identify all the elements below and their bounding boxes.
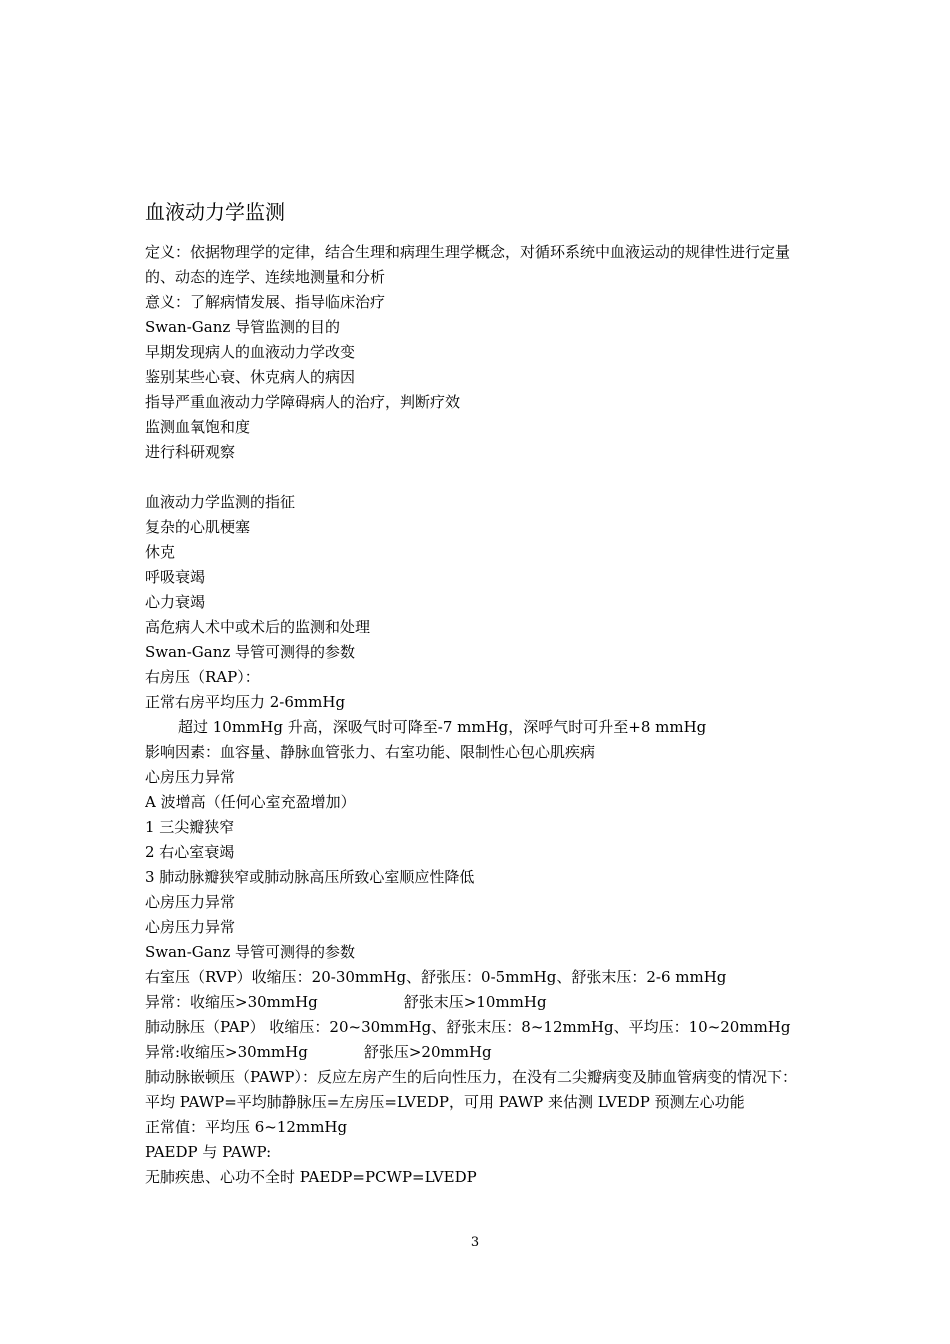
text-line: 无肺疾患、心功不全时 PAEDP=PCWP=LVEDP [145,1168,477,1186]
page-title: 血液动力学监测 [145,200,285,224]
text-line: PAEDP 与 PAWP: [145,1143,272,1161]
text-paragraph: 肺动脉嵌顿压（PAWP）：反应左房产生的后向性压力，在没有二尖瓣病变及肺血管病变的情况下： [145,1068,797,1086]
text-line [145,990,813,1015]
text-line: 复杂的心肌梗塞 [145,518,251,536]
text-line: 影响因素：血容量、静脉血管张力、右室功能、限制性心包心肌疾病 [145,743,596,761]
text-line: 超过 10mmHg 升高，深吸气时可降至-7 mmHg，深呼气时可升至+8 mmHg [178,718,707,736]
text-line: 肺动脉压（PAP） 收缩压：20~30mmHg、舒张末压：8~12mmHg、平均压：10~20mmHg [145,1018,791,1036]
text-line: A 波增高（任何心室充盈增加） [145,793,356,811]
text-line [145,1040,813,1065]
text-line: 心房压力异常 [145,918,236,936]
list-item: 3 肺动脉瓣狭窄或肺动脉高压所致心室顺应性降低 [145,868,475,886]
section-heading: Swan-Ganz 导管可测得的参数 [145,943,356,961]
section-heading: Swan-Ganz 导管可测得的参数 [145,643,356,661]
section-heading: Swan-Ganz 导管监测的目的 [145,318,341,336]
text-line: 心力衰竭 [145,593,206,611]
page-number: 3 [470,1235,480,1250]
text-line: 鉴别某些心衰、休克病人的病因 [145,368,356,386]
list-item: 1 三尖瓣狭窄 [145,818,235,836]
text-line: 呼吸衰竭 [145,568,206,586]
definition-paragraph: 定义：依据物理学的定律，结合生理和病理生理学概念，对循环系统中血液运动的规律性进行定量的、动态的连学、连续地测量和分析 [145,243,791,286]
list-item: 2 右心室衰竭 [145,843,235,861]
text-line: 早期发现病人的血液动力学改变 [145,343,356,361]
text-segment: 舒张压>20mmHg [363,1043,492,1061]
text-line: 休克 [145,543,176,561]
text-line: 心房压力异常 [145,893,236,911]
blank-line [145,465,813,490]
text-line: 右室压（RVP）收缩压：20-30mmHg、舒张压：0-5mmHg、舒张末压：2-6 mmHg [145,968,727,986]
text-segment: 舒张末压>10mmHg [403,993,547,1011]
text-line: 平均 PAWP=平均肺静脉压=左房压=LVEDP，可用 PAWP 来估测 LVEDP 预测左心功能 [145,1093,745,1111]
text-segment: 异常：收缩压>30mmHg [145,993,318,1011]
text-line: 进行科研观察 [145,443,236,461]
document-body [145,240,813,1190]
text-line: 正常值：平均压 6~12mmHg [145,1118,348,1136]
text-line: 右房压（RAP）： [145,668,260,686]
section-heading: 血液动力学监测的指征 [145,493,296,511]
text-line: 指导严重血液动力学障碍病人的治疗，判断疗效 [145,393,461,411]
text-line: 监测血氧饱和度 [145,418,251,436]
text-line: 高危病人术中或术后的监测和处理 [145,618,371,636]
text-line: 意义：了解病情发展、指导临床治疗 [145,293,386,311]
text-line: 正常右房平均压力 2-6mmHg [145,693,346,711]
text-segment: 异常:收缩压>30mmHg [145,1043,308,1061]
text-line: 心房压力异常 [145,768,236,786]
